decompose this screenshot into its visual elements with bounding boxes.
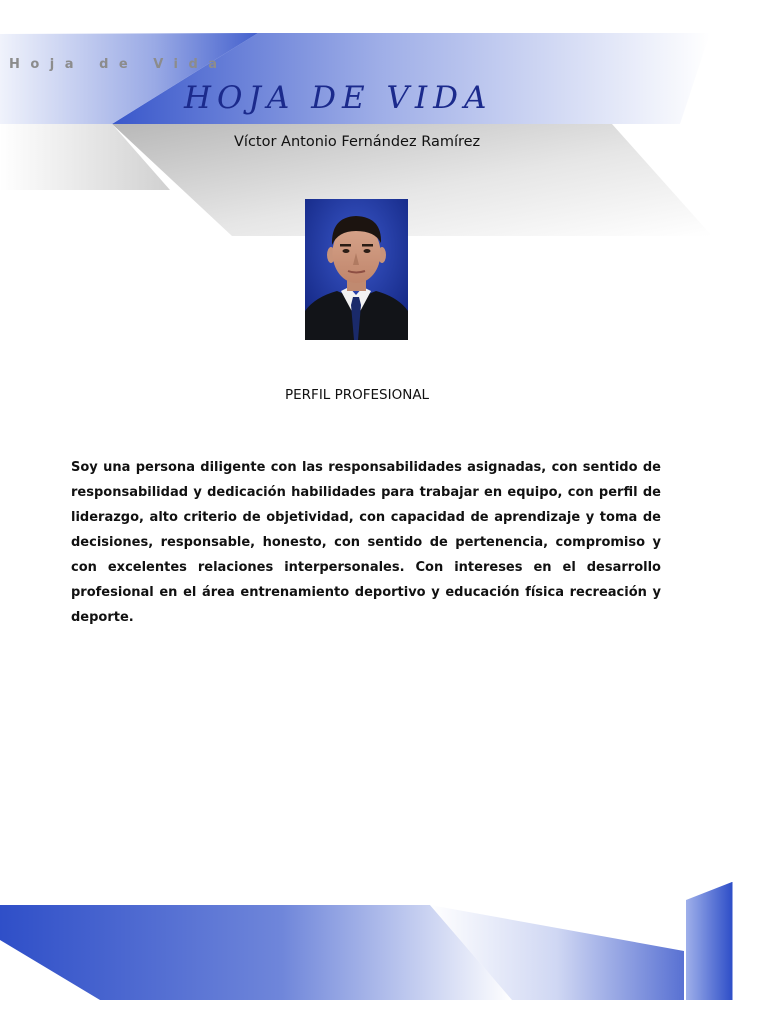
- portrait-photo: [305, 199, 408, 340]
- section-title-profile: PERFIL PROFESIONAL: [285, 387, 430, 403]
- person-name: Víctor Antonio Fernández Ramírez: [234, 134, 481, 150]
- header-label: Hoja de Vida: [9, 57, 228, 72]
- profile-paragraph: Soy una persona diligente con las responsabilidades asignadas, con sentido de responsabilidad y dedicación habilidades para trabajar en equipo, con perfil de liderazgo, alto criterio de objetividad, con capacidad de aprendizaje y toma de decisiones, responsable, honesto, con sentido de pertenencia, compromiso y con excelentes relaciones interpersonales. Con intereses en el desarrollo profesional en el área entrenamiento deportivo y educación física recreación y deporte.: [71, 460, 661, 625]
- page-title: HOJA DE VIDA: [184, 80, 493, 116]
